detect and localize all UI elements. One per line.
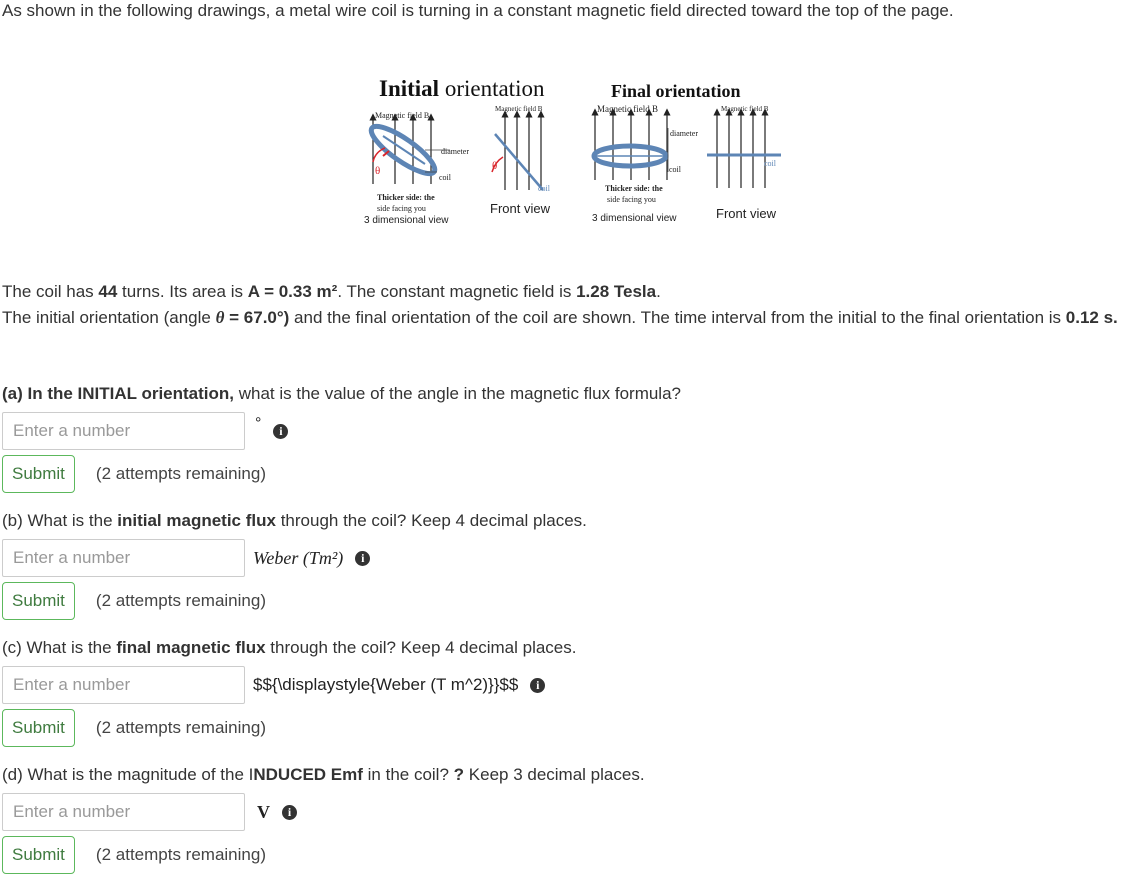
question-a-text: what is the value of the angle in the magnetic flux formula? bbox=[234, 384, 681, 403]
answer-c-input[interactable] bbox=[2, 666, 245, 704]
question-a bbox=[2, 384, 681, 404]
initial-heading-bold: Initial bbox=[379, 76, 440, 101]
info-icon[interactable]: i bbox=[355, 551, 370, 566]
question-b-text: through the coil? Keep 4 decimal places. bbox=[275, 511, 587, 530]
initial-3d-caption: 3 dimensional view bbox=[364, 215, 449, 226]
info-icon[interactable]: i bbox=[273, 424, 288, 439]
question-b-prefix: (b) What is the bbox=[2, 511, 118, 530]
question-c bbox=[2, 638, 576, 658]
question-d-text: in the coil? bbox=[362, 765, 454, 784]
question-a-bold: (a) In the INITIAL orientation, bbox=[2, 384, 235, 403]
stmt-text-5: The initial orientation (angle bbox=[2, 308, 216, 327]
submit-b-button[interactable]: Submit bbox=[2, 582, 75, 620]
final-front-field-lines bbox=[717, 112, 765, 188]
area-value: A = 0.33 m² bbox=[247, 282, 338, 301]
answer-b-input[interactable] bbox=[2, 539, 245, 577]
question-d-bold: NDUCED Emf bbox=[253, 765, 363, 784]
answer-d-input[interactable] bbox=[2, 793, 245, 831]
final-3d-caption: 3 dimensional view bbox=[592, 213, 677, 224]
turns-value: 44 bbox=[98, 282, 118, 301]
final-thicker-side-1: Thicker side: the bbox=[605, 184, 663, 193]
attempts-c: (2 attempts remaining) bbox=[95, 718, 266, 737]
question-c-bold: final magnetic flux bbox=[116, 638, 266, 657]
attempts-a: (2 attempts remaining) bbox=[95, 464, 266, 483]
attempts-d: (2 attempts remaining) bbox=[95, 845, 266, 864]
initial-3d-field-label: Magnetic field B bbox=[375, 111, 430, 120]
theta-symbol: θ bbox=[215, 308, 225, 327]
initial-diameter-label: diameter bbox=[441, 147, 469, 156]
question-b bbox=[2, 511, 587, 531]
angle-value: = 67.0°) bbox=[224, 308, 290, 327]
question-b-input-row bbox=[2, 539, 370, 577]
final-front-field-label: Magnetic field B bbox=[721, 105, 769, 113]
info-icon[interactable]: i bbox=[282, 805, 297, 820]
question-b-submit-row bbox=[2, 582, 266, 620]
info-icon[interactable]: i bbox=[530, 678, 545, 693]
stmt-text-3: . The constant magnetic field is bbox=[337, 282, 577, 301]
answer-a-input[interactable] bbox=[2, 412, 245, 450]
question-d-mark: ? bbox=[453, 765, 465, 784]
initial-front-coil bbox=[495, 134, 543, 190]
question-b-bold: initial magnetic flux bbox=[117, 511, 276, 530]
question-c-prefix: (c) What is the bbox=[2, 638, 117, 657]
final-thicker-side-2: side facing you bbox=[607, 195, 656, 204]
question-c-text: through the coil? Keep 4 decimal places. bbox=[265, 638, 577, 657]
answer-c-unit: $${\displaystyle{Weber (T m^2)}}$$ bbox=[253, 675, 519, 694]
submit-a-button[interactable]: Submit bbox=[2, 455, 75, 493]
submit-c-button[interactable]: Submit bbox=[2, 709, 75, 747]
question-c-input-row bbox=[2, 666, 545, 704]
attempts-b: (2 attempts remaining) bbox=[95, 591, 266, 610]
problem-intro: As shown in the following drawings, a metal wire coil is turning in a constant magnetic field directed toward the top of the page. bbox=[2, 1, 954, 20]
field-value: 1.28 Tesla bbox=[576, 282, 657, 301]
initial-theta-label: θ bbox=[375, 165, 381, 177]
initial-front-theta: θ bbox=[492, 160, 498, 172]
initial-front-caption: Front view bbox=[490, 201, 550, 216]
stmt-text-4: . bbox=[656, 282, 661, 301]
question-d-input-row bbox=[2, 793, 297, 831]
coil-diagram bbox=[355, 72, 815, 242]
answer-a-unit: ° bbox=[255, 415, 262, 432]
answer-b-unit: Weber (Tm²) bbox=[253, 547, 344, 568]
initial-front-field-label: Magnetic field B bbox=[495, 105, 543, 113]
answer-d-unit: V bbox=[257, 801, 270, 822]
initial-coil-label: coil bbox=[439, 173, 451, 182]
final-coil-label: coil bbox=[669, 165, 681, 174]
initial-orientation-heading bbox=[379, 76, 544, 102]
question-c-submit-row bbox=[2, 709, 266, 747]
problem-statement bbox=[2, 279, 1132, 331]
final-orientation-heading: Final orientation bbox=[611, 81, 741, 101]
question-d-submit-row bbox=[2, 836, 266, 874]
stmt-text-2: turns. Its area is bbox=[117, 282, 248, 301]
question-d-text-2: Keep 3 decimal places. bbox=[464, 765, 645, 784]
submit-d-button[interactable]: Submit bbox=[2, 836, 75, 874]
final-diameter-label: diameter bbox=[670, 129, 698, 138]
stmt-text-6: and the final orientation of the coil are shown. The time interval from the initial to the final orientation is bbox=[289, 308, 1066, 327]
question-a-input-row bbox=[2, 412, 288, 450]
question-a-submit-row bbox=[2, 455, 266, 493]
stmt-text-1: The coil has bbox=[2, 282, 99, 301]
question-d-prefix: (d) What is the magnitude of the I bbox=[2, 765, 254, 784]
initial-thicker-side-2: side facing you bbox=[377, 204, 426, 213]
final-front-caption: Front view bbox=[716, 206, 776, 221]
initial-front-coil-label: coil bbox=[538, 184, 550, 193]
final-front-coil-label: coil bbox=[764, 159, 776, 168]
time-value: 0.12 s. bbox=[1065, 308, 1118, 327]
initial-heading-rest: orientation bbox=[439, 76, 545, 101]
final-3d-field-label: Magnetic field B bbox=[597, 104, 658, 114]
initial-thicker-side-1: Thicker side: the bbox=[377, 193, 435, 202]
question-d bbox=[2, 765, 645, 785]
